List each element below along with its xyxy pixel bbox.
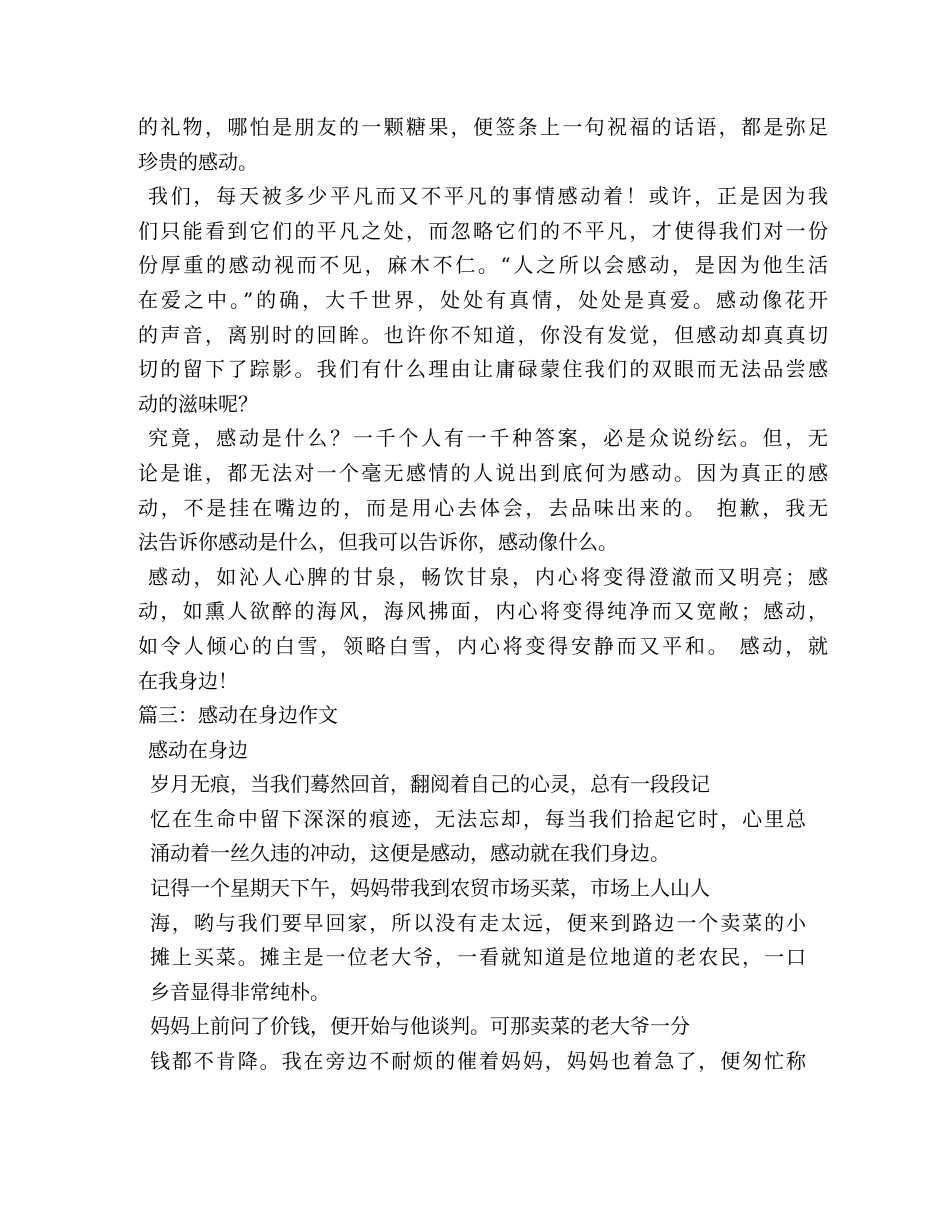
text-line: 份厚重的感动视而不见，麻木不仁。“人之所以会感动，是因为他生活 [138,253,828,278]
text-line: 如令人倾心的白雪，领略白雪，内心将变得安静而又平和。 感动，就 [138,633,828,658]
text-line: 妈妈上前问了价钱，便开始与他谈判。可那卖菜的老大爷一分 [150,1014,690,1039]
text-line: 记得一个星期天下午，妈妈带我到农贸市场买菜，市场上人山人 [150,876,710,901]
text-line: 海，哟与我们要早回家，所以没有走太远，便来到路边一个卖菜的小 [150,910,806,935]
text-line: 究竟，感动是什么？一千个人有一千种答案，必是众说纷纭。但，无 [148,426,828,451]
text-line: 动的滋味呢？ [138,391,258,416]
text-line: 忆在生命中留下深深的痕迹，无法忘却，每当我们拾起它时，心里总 [150,806,806,831]
text-line: 的礼物，哪怕是朋友的一颗糖果，便签条上一句祝福的话语，都是弥足 [138,115,828,139]
text-line: 们只能看到它们的平凡之处，而忽略它们的不平凡，才使得我们对一份 [138,218,828,243]
text-line: 动，如熏人欲醉的海风，海风拂面，内心将变得纯净而又宽敞；感动， [138,599,828,624]
text-line: 法告诉你感动是什么，但我可以告诉你，感动像什么。 [138,530,618,555]
text-line: 摊上买菜。摊主是一位老大爷，一看就知道是位地道的老农民，一口 [150,945,806,970]
text-line: 乡音显得非常纯朴。 [150,979,330,1004]
text-line: 岁月无痕，当我们蓦然回首，翻阅着自己的心灵，总有一段段记 [150,772,710,797]
text-line: 我们，每天被多少平凡而又不平凡的事情感动着！或许，正是因为我 [148,184,828,209]
text-line: 在爱之中。”的确，大千世界，处处有真情，处处是真爱。感动像花开 [138,287,828,312]
text-line: 切的留下了踪影。我们有什么理由让庸碌蒙住我们的双眼而无法品尝感 [138,357,828,382]
text-line: 动，不是挂在嘴边的，而是用心去体会，去品味出来的。 抱歉，我无 [138,495,828,520]
text-line: 在我身边！ [138,668,238,693]
text-line: 感动在身边 [148,737,248,762]
text-line: 钱都不肯降。我在旁边不耐烦的催着妈妈，妈妈也着急了，便匆忙称 [150,1049,806,1074]
text-line: 论是谁，都无法对一个毫无感情的人说出到底何为感动。因为真正的感 [138,460,828,485]
text-line: 感动，如沁人心脾的甘泉，畅饮甘泉，内心将变得澄澈而又明亮；感 [148,564,828,589]
text-line: 珍贵的感动。 [138,149,258,174]
document-body [138,110,828,1079]
text-line: 涌动着一丝久违的冲动，这便是感动，感动就在我们身边。 [150,841,670,866]
text-line: 的声音，离别时的回眸。也许你不知道，你没有发觉，但感动却真真切 [138,322,828,347]
text-line: 篇三：感动在身边作文 [138,703,338,728]
